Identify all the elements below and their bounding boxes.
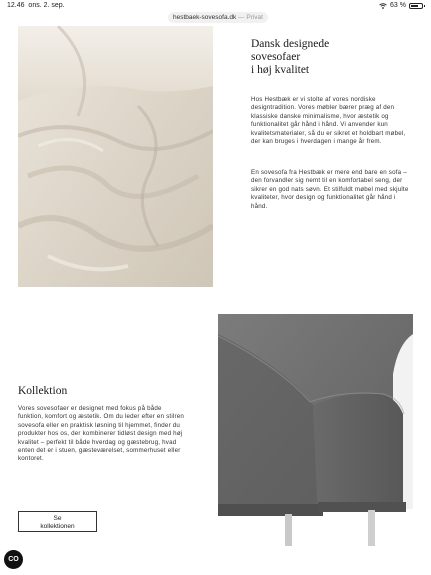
private-label: — Privat bbox=[238, 14, 263, 21]
intro-paragraph-1: Hos Hestbæk er vi stolte af vores nordiske designtradition. Vores møbler bærer præg af den klassiske danske minimalisme, hvor æstetik og funktionalitet går hånd i hånd. Vi anvender kun kvalitetsmaterialer, så du er sikret et holdbart møbel, der kan bruges i hverdagen i mange år frem. bbox=[251, 96, 406, 146]
battery-percent: 63 % bbox=[390, 2, 406, 9]
intro-heading-line: Dansk designede bbox=[251, 38, 330, 50]
linen-bedding-photo bbox=[18, 26, 213, 287]
date-text: ons. 2. sep. bbox=[28, 2, 65, 9]
collection-paragraph: Vores sovesofaer er designet med fokus på både funktion, komfort og æstetik. Om du leder efter en stilren sovesofa eller en praktisk løsning til hjemmet, finder du produkter hos os, der kombinerer tidløst design med høj kvalitet – perfekt til både hverdag og gæstebrug, hvad enten det er i stuen, gæsteværelset, sommerhuset eller kontoret. bbox=[18, 405, 185, 463]
status-indicators bbox=[379, 2, 423, 9]
battery-icon bbox=[409, 3, 423, 9]
intro-paragraph-2: En sovesofa fra Hestbæk er mere end bare en sofa – den forvandler sig nemt til en komfortabel seng, der sikrer en god nats søvn. Et stilfuldt møbel med skjulte kvaliteter, hvor design og funktionalitet går hånd i hånd. bbox=[251, 169, 409, 210]
status-bar bbox=[0, 0, 431, 12]
sofa-felt-image bbox=[218, 314, 413, 546]
status-time bbox=[7, 2, 65, 9]
intro-heading bbox=[251, 38, 411, 77]
intro-heading-line: sovesofaer bbox=[251, 51, 301, 63]
button-line: Se bbox=[53, 514, 62, 522]
sofa-felt-photo bbox=[218, 314, 413, 546]
url-text: hestbaek-sovesofa.dk bbox=[173, 14, 237, 21]
wifi-icon bbox=[379, 3, 387, 9]
see-collection-button[interactable] bbox=[18, 511, 97, 532]
co-chat-badge[interactable]: CO bbox=[4, 550, 23, 569]
linen-bedding-image bbox=[18, 26, 213, 287]
address-bar[interactable] bbox=[168, 12, 268, 23]
intro-heading-line: i høj kvalitet bbox=[251, 64, 310, 76]
button-line: kollektionen bbox=[40, 522, 75, 530]
time-text: 12.46 bbox=[7, 2, 25, 9]
collection-heading: Kollektion bbox=[18, 385, 68, 397]
